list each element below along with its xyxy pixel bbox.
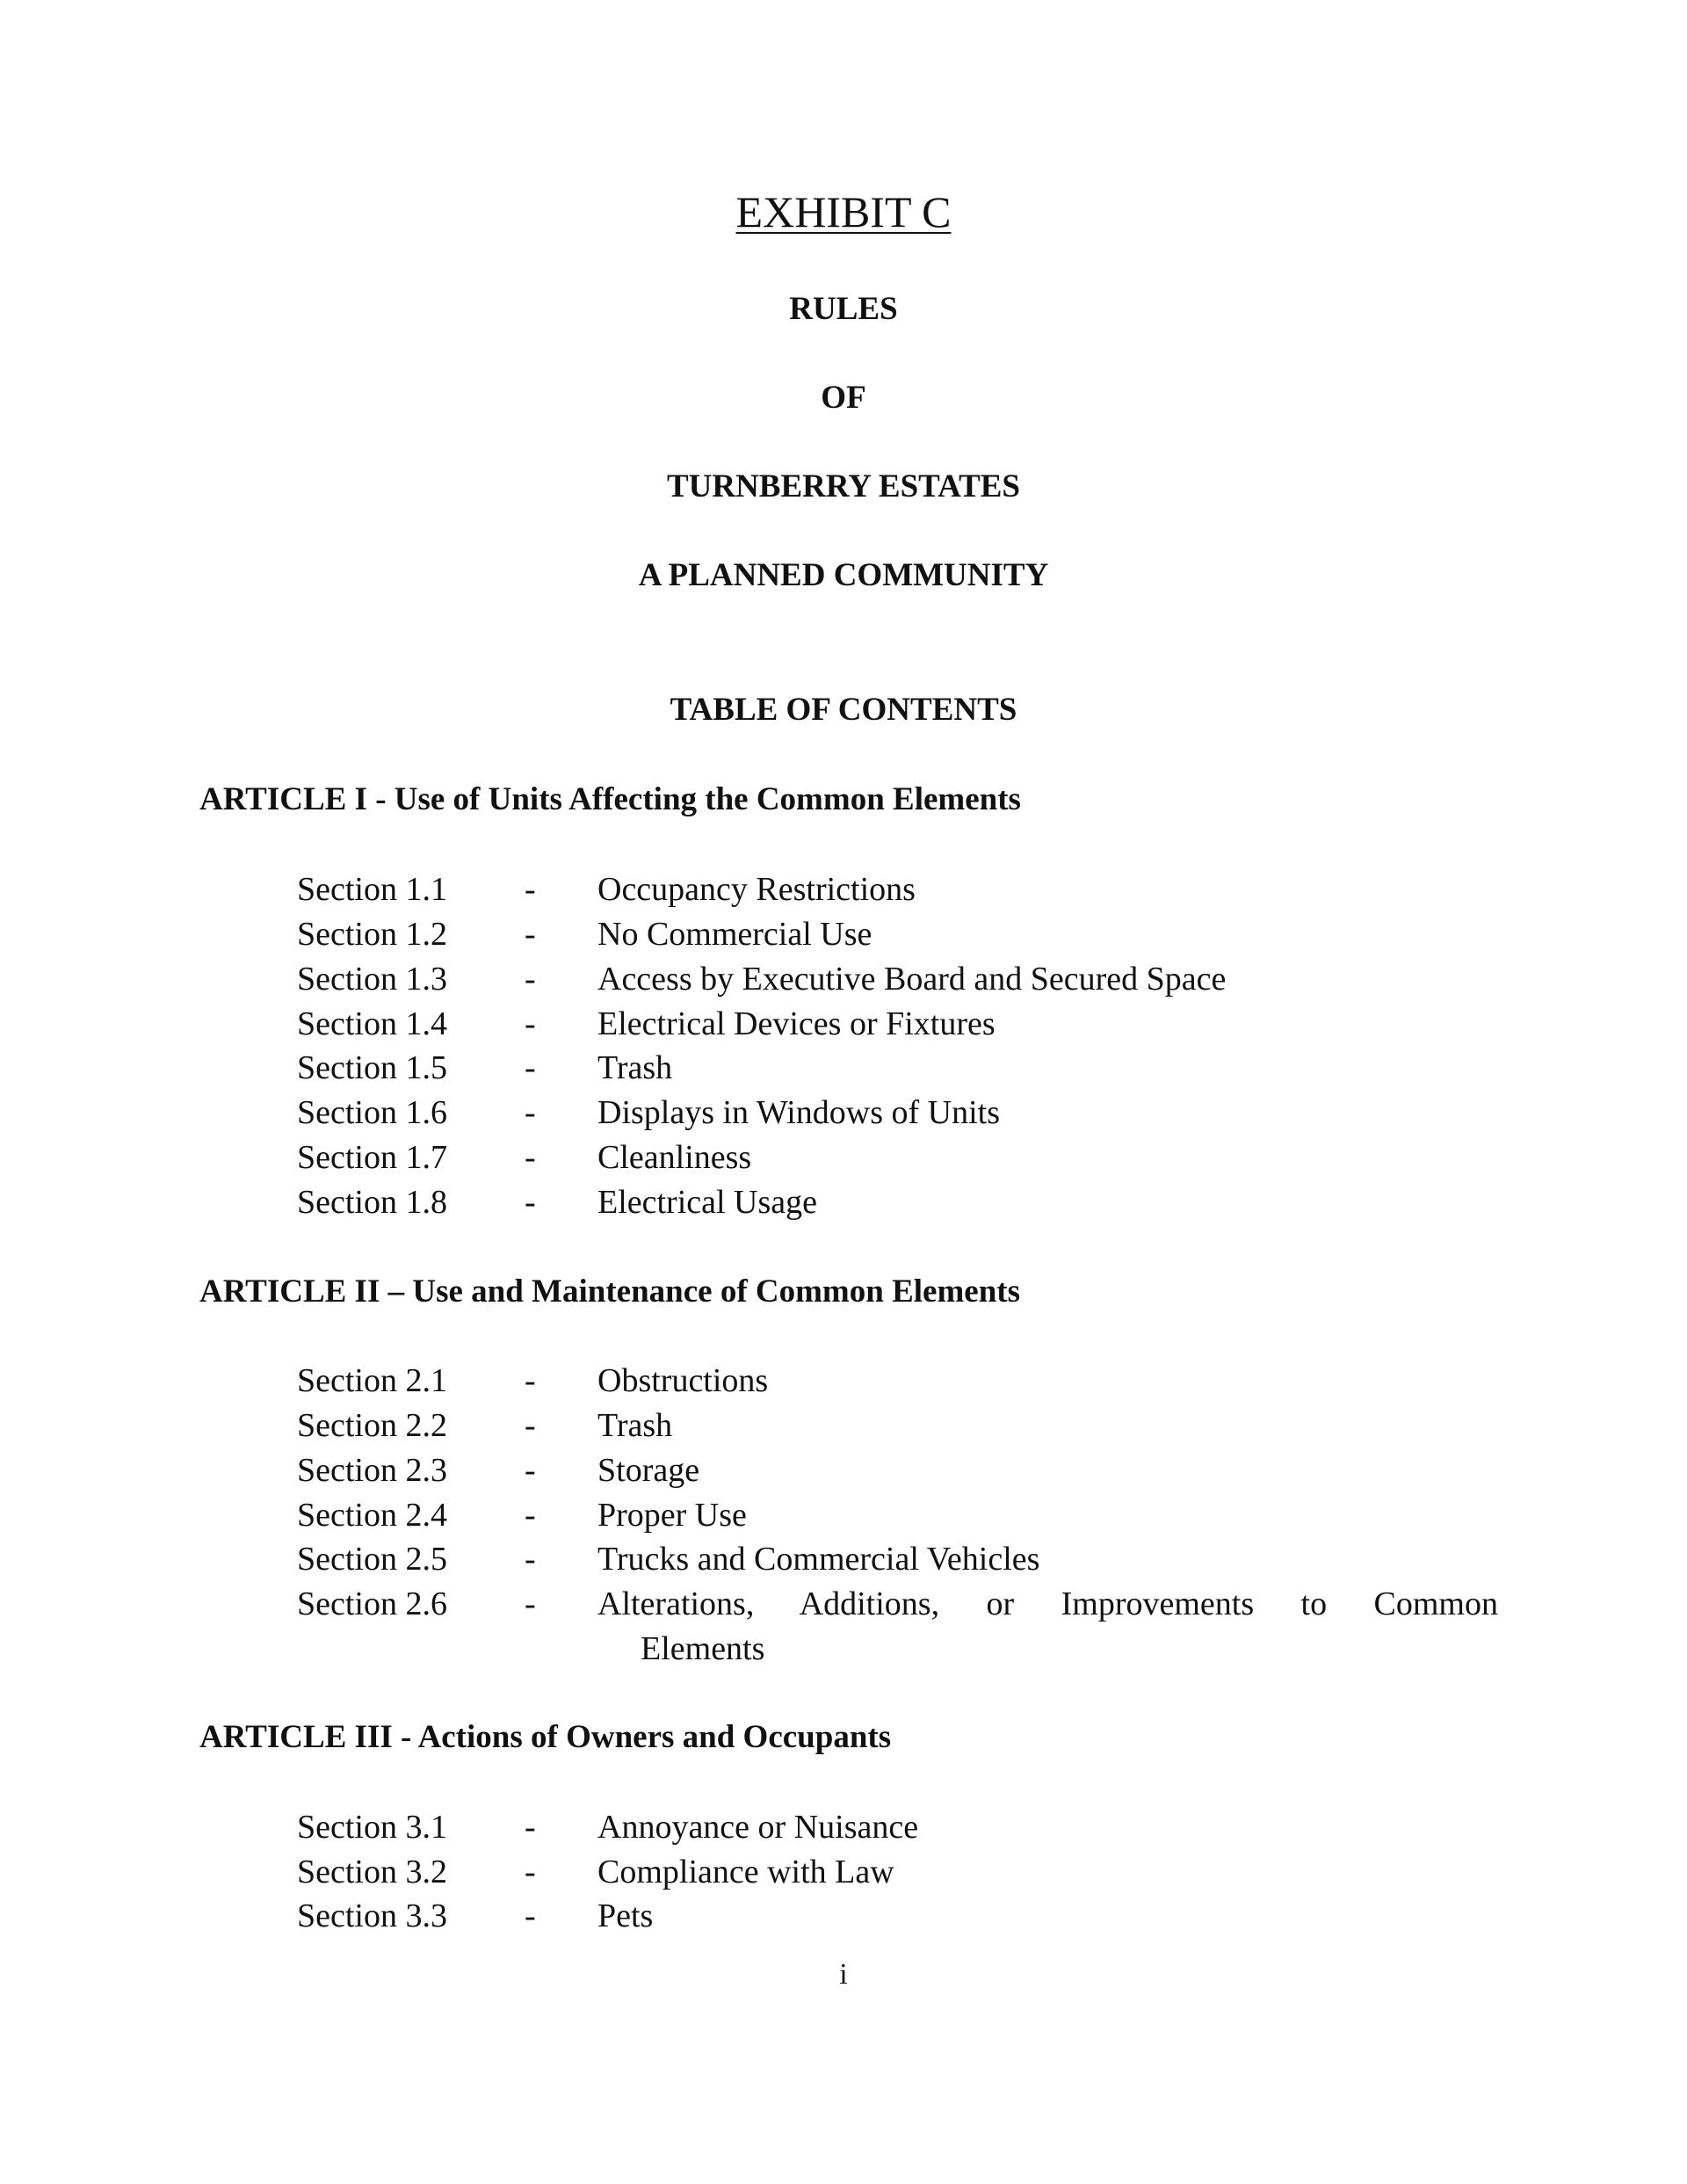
toc-entry: [0, 1808, 1687, 1853]
separator: -: [525, 1184, 536, 1221]
section-title: Displays in Windows of Units: [597, 1094, 1001, 1131]
separator: -: [525, 1452, 536, 1489]
toc-entry: [0, 1451, 1687, 1496]
separator: -: [525, 1407, 536, 1444]
section-number: Section 1.1: [297, 871, 447, 908]
section-title: Proper Use: [597, 1497, 747, 1534]
section-title: Electrical Devices or Fixtures: [597, 1005, 996, 1042]
section-number: Section 2.3: [297, 1452, 447, 1489]
separator: -: [525, 961, 536, 998]
toc-entry: [0, 1897, 1687, 1941]
section-title: Access by Executive Board and Secured Space: [597, 961, 1227, 998]
separator: -: [525, 1497, 536, 1534]
section-title: Compliance with Law: [597, 1854, 894, 1890]
separator: -: [525, 1541, 536, 1578]
section-number: Section 2.6: [297, 1585, 447, 1622]
separator: -: [525, 916, 536, 953]
toc-entry: [0, 1540, 1687, 1585]
section-number: Section 3.3: [297, 1897, 447, 1934]
toc-entry: [0, 1005, 1687, 1049]
heading-rules: RULES: [789, 291, 898, 327]
section-title: Trash: [597, 1407, 673, 1444]
section-number: Section 1.5: [297, 1049, 447, 1086]
section-title-continued: Elements: [641, 1630, 765, 1667]
separator: -: [525, 1094, 536, 1131]
article-1-heading: ARTICLE I - Use of Units Affecting the Common Elements: [199, 781, 1021, 817]
section-number: Section 2.2: [297, 1407, 447, 1444]
toc-entry: [0, 1361, 1687, 1406]
section-title: No Commercial Use: [597, 916, 872, 953]
toc-entry: [0, 1138, 1687, 1183]
section-number: Section 1.4: [297, 1005, 447, 1042]
separator: -: [525, 1897, 536, 1934]
section-title: Storage: [597, 1452, 700, 1489]
section-title: Obstructions: [597, 1362, 769, 1399]
toc-entry: [0, 915, 1687, 960]
heading-of: OF: [821, 380, 866, 416]
page-number: i: [839, 1958, 848, 1991]
separator: -: [525, 871, 536, 908]
section-number: Section 2.1: [297, 1362, 447, 1399]
heading-planned-community: A PLANNED COMMUNITY: [638, 557, 1049, 593]
section-title: Annoyance or Nuisance: [597, 1809, 919, 1846]
section-title: Trucks and Commercial Vehicles: [597, 1541, 1040, 1578]
section-title: Alterations, Additions, or Improvements to Common: [597, 1585, 1498, 1622]
toc-entry: [0, 870, 1687, 915]
separator: -: [525, 1585, 536, 1622]
toc-entry: [0, 1853, 1687, 1897]
section-number: Section 1.7: [297, 1139, 447, 1176]
section-number: Section 1.6: [297, 1094, 447, 1131]
section-title: Electrical Usage: [597, 1184, 818, 1221]
section-number: Section 2.5: [297, 1541, 447, 1578]
separator: -: [525, 1005, 536, 1042]
separator: -: [525, 1139, 536, 1176]
section-number: Section 1.2: [297, 916, 447, 953]
section-title: Cleanliness: [597, 1139, 752, 1176]
section-title: Pets: [597, 1897, 654, 1934]
toc-entry: [0, 1496, 1687, 1541]
toc-entry: [0, 1093, 1687, 1138]
article-2-heading: ARTICLE II – Use and Maintenance of Common Elements: [199, 1273, 1020, 1310]
section-number: Section 3.1: [297, 1809, 447, 1846]
section-title: Occupancy Restrictions: [597, 871, 916, 908]
separator: -: [525, 1854, 536, 1890]
separator: -: [525, 1049, 536, 1086]
separator: -: [525, 1362, 536, 1399]
section-number: Section 1.8: [297, 1184, 447, 1221]
separator: -: [525, 1809, 536, 1846]
toc-entry: [0, 960, 1687, 1005]
section-title: Trash: [597, 1049, 673, 1086]
heading-community-name: TURNBERRY ESTATES: [666, 468, 1021, 504]
toc-title: TABLE OF CONTENTS: [670, 692, 1017, 728]
toc-entry: [0, 1048, 1687, 1093]
article-3-heading: ARTICLE III - Actions of Owners and Occupants: [199, 1719, 892, 1755]
toc-entry: [0, 1406, 1687, 1451]
exhibit-title: EXHIBIT C: [735, 187, 952, 236]
section-number: Section 3.2: [297, 1854, 447, 1890]
section-number: Section 2.4: [297, 1497, 447, 1534]
section-number: Section 1.3: [297, 961, 447, 998]
toc-entry: [0, 1183, 1687, 1228]
